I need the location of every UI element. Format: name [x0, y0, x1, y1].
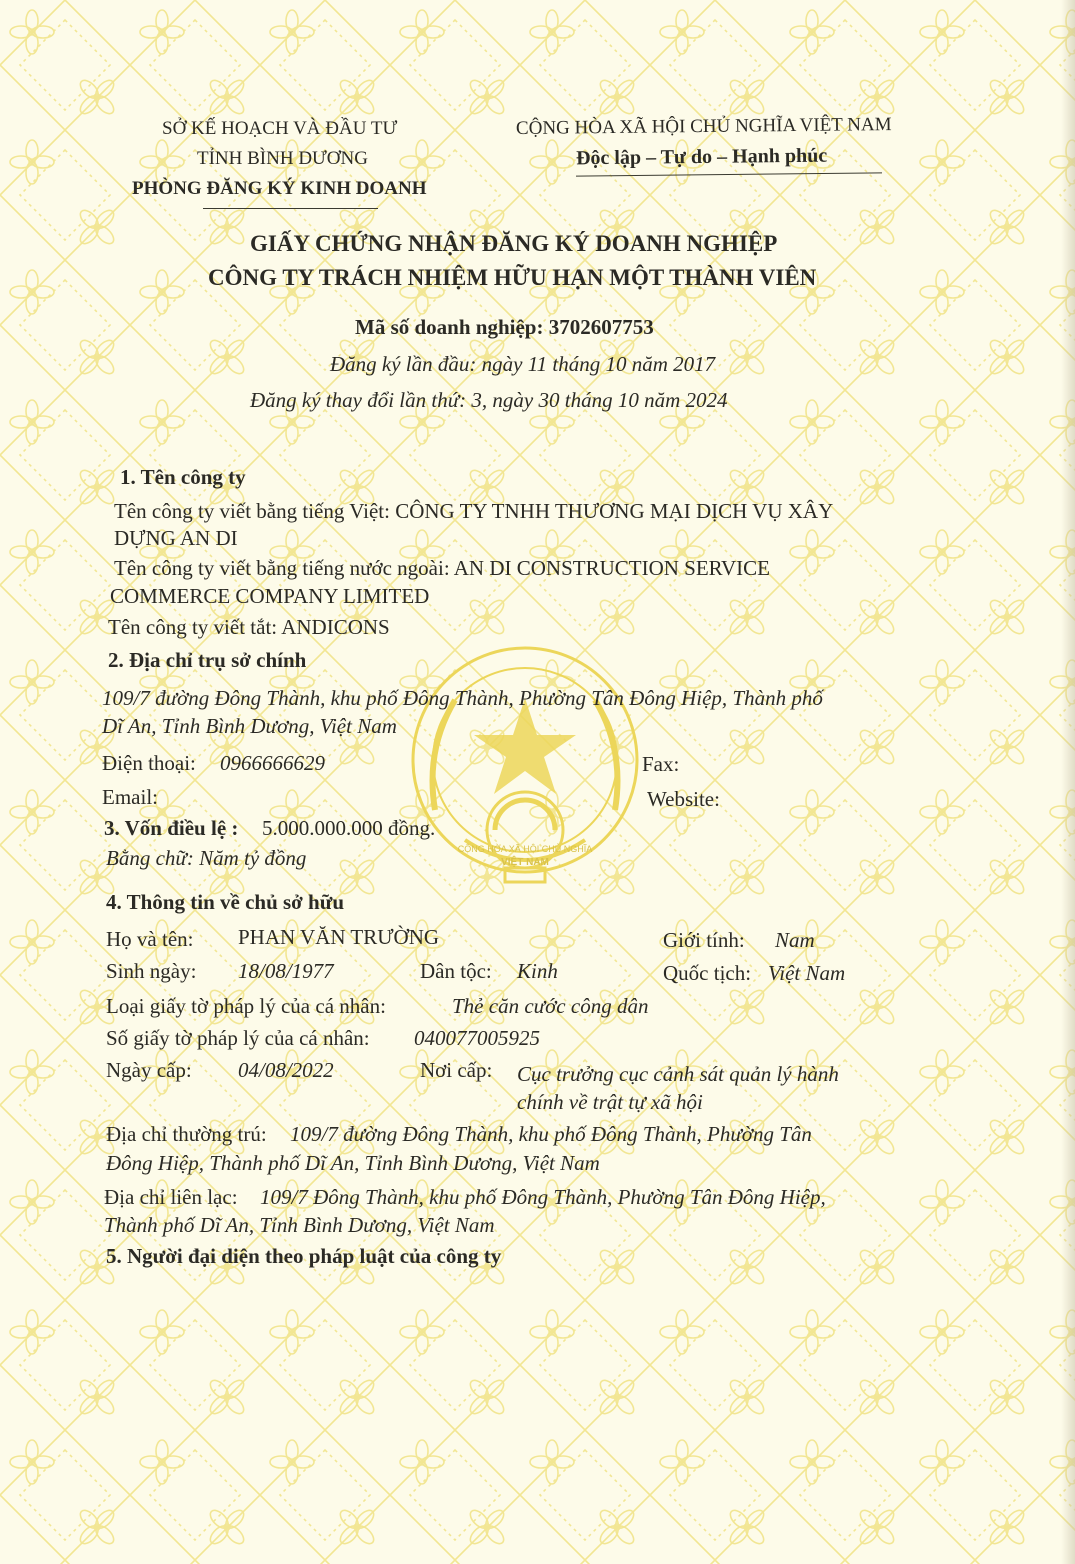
owner-name-label: Họ và tên: — [106, 927, 194, 951]
contact-address-line2: Thành phố Dĩ An, Tỉnh Bình Dương, Việt Nam — [104, 1213, 495, 1237]
id-type-value: Thẻ căn cước công dân — [452, 994, 649, 1018]
company-name-foreign-line2: COMMERCE COMPANY LIMITED — [110, 584, 430, 608]
section-1-heading: 1. Tên công ty — [120, 465, 246, 489]
issue-place-line2: chính về trật tự xã hội — [517, 1090, 703, 1114]
ethnic-label: Dân tộc: — [420, 959, 492, 983]
company-name-vn-line2: DỰNG AN DI — [114, 526, 238, 550]
nationality-label: Quốc tịch: — [663, 961, 752, 985]
charter-capital-in-words: Bằng chữ: Năm tỷ đồng — [106, 846, 307, 870]
issue-place-line1: Cục trưởng cục cảnh sát quản lý hành — [517, 1062, 839, 1086]
issue-place-label: Nơi cấp: — [420, 1058, 493, 1082]
company-type-title: CÔNG TY TRÁCH NHIỆM HỮU HẠN MỘT THÀNH VIÊN — [208, 265, 817, 290]
emblem-ring-text: CỘNG HÒA XÃ HỘI CHỦ NGHĨA — [457, 844, 593, 854]
owner-name-value: PHAN VĂN TRƯỜNG — [238, 925, 440, 949]
issuer-department: SỞ KẾ HOẠCH VÀ ĐẦU TƯ — [162, 118, 398, 139]
website-label: Website: — [647, 787, 720, 811]
company-short-name: Tên công ty viết tắt: ANDICONS — [108, 615, 390, 639]
charter-capital-value: 5.000.000.000 đồng. — [262, 816, 436, 840]
head-office-address-line2: Dĩ An, Tỉnh Bình Dương, Việt Nam — [102, 714, 397, 738]
head-office-address-line1: 109/7 đường Đông Thành, khu phố Đông Thành, Phường Tân Đông Hiệp, Thành phố — [102, 686, 823, 710]
section-5-heading: 5. Người đại diện theo pháp luật của công ty — [106, 1244, 502, 1268]
contact-address-label: Địa chỉ liên lạc: — [104, 1185, 238, 1209]
national-emblem-watermark — [395, 640, 655, 905]
ethnic-value: Kinh — [517, 959, 558, 983]
contact-address-line1: 109/7 Đông Thành, khu phố Đông Thành, Phường Tân Đông Hiệp, — [260, 1185, 826, 1209]
enterprise-code: Mã số doanh nghiệp: 3702607753 — [355, 315, 654, 339]
fax-label: Fax: — [642, 752, 680, 776]
certificate-title: GIẤY CHỨNG NHẬN ĐĂNG KÝ DOANH NGHIỆP — [250, 231, 778, 256]
id-type-label: Loại giấy tờ pháp lý của cá nhân: — [106, 994, 386, 1018]
country-name: CỘNG HÒA XÃ HỘI CHỦ NGHĨA VIỆT NAM — [515, 114, 892, 139]
dob-label: Sinh ngày: — [106, 959, 197, 983]
section-4-heading: 4. Thông tin về chủ sở hữu — [106, 890, 345, 914]
section-2-heading: 2. Địa chỉ trụ sở chính — [108, 648, 307, 672]
issue-date-label: Ngày cấp: — [106, 1058, 192, 1082]
issue-date-value: 04/08/2022 — [238, 1058, 334, 1082]
gender-label: Giới tính: — [663, 928, 745, 952]
company-name-foreign-line1: Tên công ty viết bằng tiếng nước ngoài: AN DI CONSTRUCTION SERVICE — [114, 556, 770, 580]
change-registration-date: Đăng ký thay đổi lần thứ: 3, ngày 30 tháng 10 năm 2024 — [250, 388, 728, 412]
phone-label: Điện thoại: — [102, 751, 196, 775]
charter-capital-label: 3. Vốn điều lệ : — [104, 816, 239, 840]
nationality-value: Việt Nam — [768, 961, 846, 985]
first-registration-date: Đăng ký lần đầu: ngày 11 tháng 10 năm 2017 — [330, 352, 716, 376]
dob-value: 18/08/1977 — [238, 959, 334, 983]
page-edge-shadow — [1061, 0, 1075, 1564]
permanent-address-line2: Đông Hiệp, Thành phố Dĩ An, Tỉnh Bình Dương, Việt Nam — [106, 1151, 600, 1175]
phone-value: 0966666629 — [220, 751, 325, 775]
issuer-underline — [203, 208, 378, 209]
company-name-vn-line1: Tên công ty viết bằng tiếng Việt: CÔNG TY TNHH THƯƠNG MẠI DỊCH VỤ XÂY — [114, 499, 834, 523]
emblem-banner-text: VIỆT NAM — [501, 857, 549, 868]
permanent-address-label: Địa chỉ thường trú: — [106, 1122, 267, 1146]
id-number-label: Số giấy tờ pháp lý của cá nhân: — [106, 1026, 370, 1050]
gender-value: Nam — [775, 928, 815, 952]
issuer-office: PHÒNG ĐĂNG KÝ KINH DOANH — [132, 178, 427, 199]
country-motto: Độc lập – Tự do – Hạnh phúc — [575, 144, 828, 170]
email-label: Email: — [102, 785, 158, 809]
permanent-address-line1: 109/7 đường Đông Thành, khu phố Đông Thành, Phường Tân — [290, 1122, 812, 1146]
id-number-value: 040077005925 — [414, 1026, 540, 1050]
issuer-province: TỈNH BÌNH DƯƠNG — [197, 148, 368, 169]
